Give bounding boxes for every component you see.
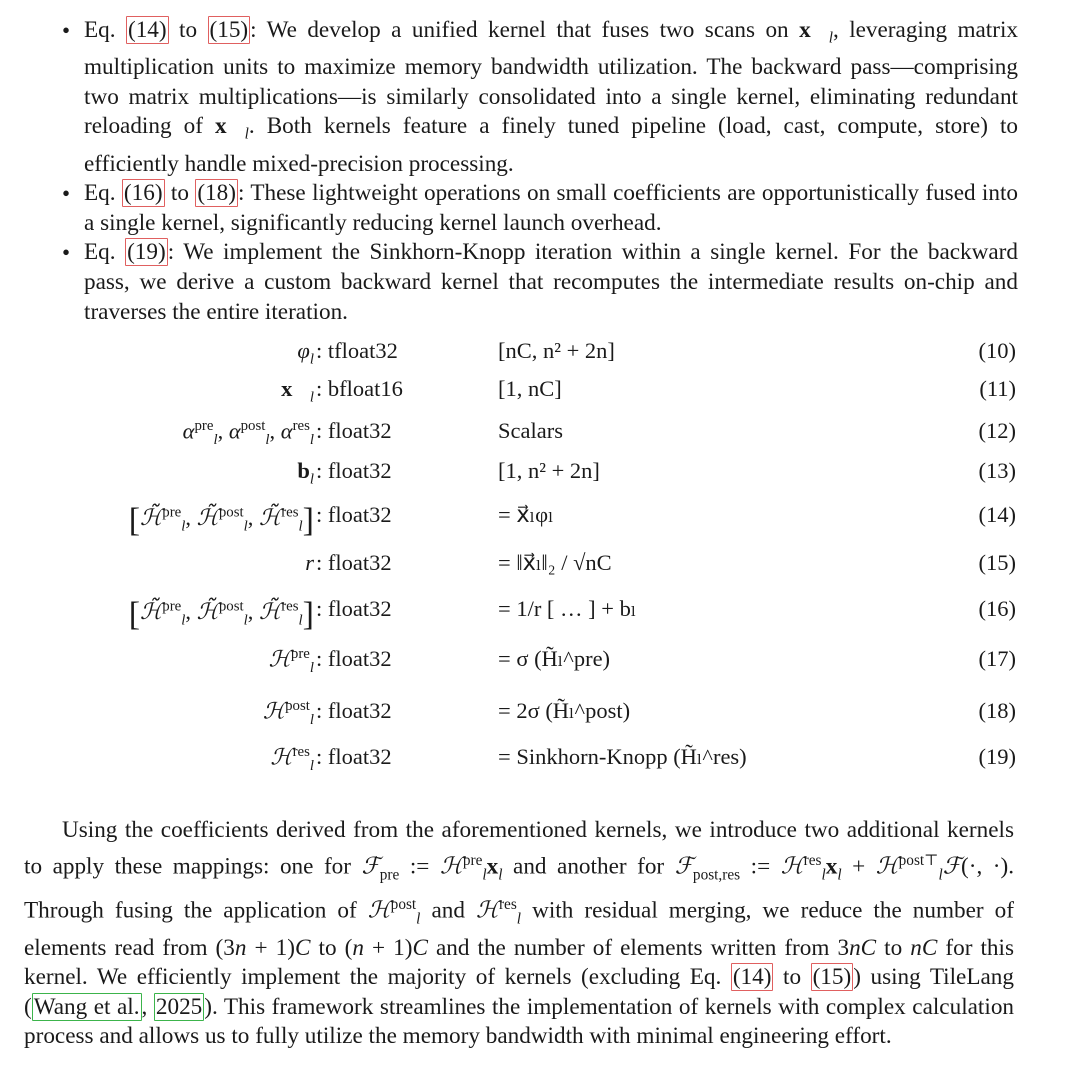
f-symbol: ℱ (674, 853, 693, 880)
alpha-symbol: α (228, 418, 241, 444)
eq-type: : float32 (316, 502, 392, 527)
defeq-symbol: := (409, 853, 430, 880)
vec-x: x⃗ (799, 17, 829, 43)
math-var: C (294, 934, 311, 961)
subscript: l (181, 518, 186, 535)
eq-type: : float32 (316, 458, 392, 483)
vec-x: x⃗ (281, 376, 310, 401)
eq-rhs: [1, nC] (498, 376, 562, 401)
h-symbol: ℋ (367, 897, 391, 924)
b-symbol: b (297, 458, 310, 483)
subscript: l (298, 518, 303, 535)
eq-ref-link[interactable]: (18) (197, 180, 236, 207)
para-text: Using the coefficients derived from the aforementioned kernels, we introduce two additional kernels to apply these mappings: one for (24, 817, 1014, 880)
bracket: [ (128, 502, 141, 539)
eq-type: : float32 (316, 550, 392, 575)
equation-row (0, 376, 1080, 416)
bracket: ] (302, 502, 314, 539)
subscript: l (243, 518, 248, 535)
superscript: res (498, 895, 517, 913)
equation-row (0, 744, 1080, 784)
eq-ref-link[interactable]: (14) (127, 17, 167, 43)
phi-symbol: φ (297, 338, 310, 363)
para-text: for this kernel. We efficiently implement the majority of kernels (excluding Eq. (24, 934, 1014, 991)
superscript: res (281, 598, 299, 615)
eq-lhs (305, 550, 314, 576)
h-symbol: ℋ̃ (196, 599, 219, 624)
superscript: post (285, 698, 310, 714)
subscript: l (213, 432, 218, 448)
h-symbol: ℋ (476, 897, 499, 924)
superscript: res (281, 504, 299, 521)
eq-rhs: Scalars (498, 418, 563, 443)
superscript: post (218, 598, 244, 615)
eq-number: (14) (978, 502, 1016, 527)
para-text: (·, ·). Through fusing the application of (24, 853, 1015, 924)
eq-number: (17) (978, 646, 1016, 671)
equation-row (0, 458, 1080, 498)
subscript: l (416, 909, 421, 927)
eq-rhs: = 2σ (H̃ₗ^post) (498, 698, 631, 723)
eq-label: Eq. (84, 17, 116, 43)
superscript: post (218, 504, 244, 521)
math-var: nC (910, 934, 938, 961)
bullet-text: : We implement the Sinkhorn-Knopp iteration within a single kernel. For the backward pass, we derive a custom backward kernel that recomputes the intermediate results on-chip and traverses the entire iteration. (84, 239, 1018, 325)
para-text: ) using TileLang ( (24, 964, 1014, 1020)
eq-rhs: = 1/r [ … ] + bₗ (498, 596, 637, 621)
para-text: , (141, 993, 154, 1020)
subscript: l (482, 865, 487, 883)
superscript: pre (462, 851, 483, 869)
h-symbol: ℋ (439, 853, 463, 880)
eq-ref-link[interactable]: (16) (123, 180, 163, 207)
math-var: n (352, 934, 364, 961)
bullet-text: . Both kernels feature a finely tuned pipeline (load, cast, compute, store) to efficiently handle mixed-precision processing. (84, 113, 1018, 177)
eq-number: (18) (978, 698, 1016, 723)
h-symbol: ℋ̃ (140, 599, 163, 624)
subscript: l (516, 909, 522, 927)
f-symbol: ℱ (942, 853, 962, 880)
para-text: + 1) (363, 934, 413, 961)
eq-ref-link[interactable]: (14) (732, 964, 772, 991)
eq-type: : float32 (316, 744, 392, 769)
subscript: l (828, 29, 833, 47)
eq-type: : float32 (316, 418, 392, 443)
eq-rhs: [1, n² + 2n] (498, 458, 600, 483)
eq-lhs: [ℋ̃$^{pre}_l$, ℋ̃$^{post}_l$, ℋ̃$^{res}_l$] (128, 596, 314, 633)
para-text: with residual merging, we reduce the number of elements read from (3 (24, 897, 1015, 961)
para-text: and the number of elements written from 3 (427, 934, 850, 961)
para-text: to (773, 964, 811, 991)
para-text: ). This framework streamlines the implementation of kernels with complex calculation process and allows us to fully utilize the memory bandwidth with minimal engineering effort. (24, 993, 1015, 1050)
eq-number: (19) (978, 744, 1016, 769)
para-text: + 1) (246, 934, 295, 961)
equation-row (0, 646, 1080, 686)
eq-lhs (270, 744, 314, 775)
bullet-dot: • (62, 18, 71, 43)
eq-lhs (281, 376, 314, 407)
citation-link[interactable]: Wang et al. (33, 993, 140, 1020)
subscript: l (309, 389, 314, 406)
eq-lhs (263, 698, 314, 729)
bullet-text: , leveraging matrix multiplication units to maximize memory bandwidth utilization. The backward pass—comprising two matrix multiplications—is similarly consolidated into a single kernel, eliminating redundant reloading of (84, 17, 1018, 140)
subscript: l (309, 758, 314, 774)
eq-rhs: = σ (H̃ₗ^pre) (498, 646, 611, 671)
body-paragraph: Using the coefficients derived from the aforementioned kernels, we introduce two additional kernels to apply these mappings: one for ℱ$_{pre}$ := $ℋ^{pre}_lx_l$ and another for ℱ$_{post,res}$ := $ℋ^{res}_lx_l$ + ℋ$^{post⊤}_l$ℱ(·, ·). Through fusing the application of ℋ$^{post}_l$ and ℋ$^{res}_l$ with residual merging, we reduce the number of elements read from (3n + 1)C to (n + 1)C and the number of elements written from 3nC to nC for this kernel. We efficiently implement the majority of kernels (excluding Eq. (14) to (15)) using TileLang (Wang et al., 2025). This framework streamlines the implementation of kernels with complex calculation process and allows us to fully utilize the memory bandwidth with minimal engineering effort. (24, 817, 1015, 1050)
eq-number: (10) (978, 338, 1016, 363)
bullet-text: : We develop a unified kernel that fuses two scans on (250, 17, 800, 43)
eq-type: : float32 (316, 698, 392, 723)
eq-label: Eq. (84, 239, 116, 266)
eq-lhs (297, 458, 314, 489)
equation-row (0, 418, 1080, 458)
superscript: pre (194, 418, 214, 434)
eq-number: (12) (978, 418, 1016, 443)
subscript: l (498, 865, 503, 883)
equation-row (0, 698, 1080, 738)
joiner-text: to (179, 17, 198, 43)
eq-rhs: = ‖x⃗ₗ‖₂ / √nC (498, 550, 612, 575)
para-text: to ( (310, 934, 353, 961)
eq-lhs: [ℋ̃$^{pre}_l$, ℋ̃$^{post}_l$, ℋ̃$^{res}_l$] (128, 502, 314, 539)
bracket: ] (302, 596, 314, 633)
equation-row (0, 502, 1080, 542)
para-text: to (876, 934, 911, 961)
superscript: pre (162, 598, 182, 615)
eq-rhs: = Sinkhorn-Knopp (H̃ₗ^res) (498, 744, 747, 769)
math-var: C (412, 934, 428, 961)
vec-x: x⃗ (214, 113, 245, 140)
equation-row (0, 338, 1080, 378)
h-symbol: ℋ̃ (140, 505, 163, 530)
kernel-bullet-list (62, 16, 1018, 327)
superscript: res (803, 851, 822, 869)
subscript: l (309, 471, 314, 488)
eq-type: : bfloat16 (316, 376, 403, 401)
superscript: post (898, 851, 925, 869)
f-symbol: ℱ (361, 853, 380, 880)
subscript: post,res (692, 865, 741, 883)
subscript: l (309, 660, 314, 676)
bullet-item (62, 179, 1018, 238)
eq-type: : float32 (316, 596, 392, 621)
subscript: l (265, 432, 270, 448)
eq-number: (13) (978, 458, 1016, 483)
superscript: pre (290, 646, 310, 662)
h-symbol: ℋ (875, 853, 899, 880)
bullet-dot: • (62, 181, 71, 207)
para-text: and (420, 897, 477, 924)
h-symbol: ℋ (270, 744, 293, 770)
joiner-text: to (170, 180, 189, 207)
citation-link[interactable]: 2025 (155, 993, 203, 1020)
subscript: l (938, 865, 943, 883)
subscript: l (309, 432, 314, 448)
math-var: nC (849, 934, 877, 961)
superscript: post (390, 895, 417, 913)
subscript: l (181, 612, 186, 629)
eq-lhs (297, 338, 314, 369)
h-symbol: ℋ̃ (196, 505, 219, 530)
r-symbol: r (305, 550, 314, 575)
eq-rhs: = x⃗ₗφₗ (498, 502, 554, 527)
eq-rhs: [nC, n² + 2n] (498, 338, 615, 363)
defeq-symbol: := (750, 853, 771, 880)
subscript: pre (379, 865, 400, 883)
bullet-text: : These lightweight operations on small coefficients are opportunistically fused into a single kernel, significantly reducing kernel launch overhead. (84, 180, 1019, 236)
superscript: ⊤ (924, 851, 939, 869)
superscript: pre (162, 504, 182, 521)
subscript: l (298, 612, 303, 629)
eq-number: (15) (978, 550, 1016, 575)
superscript: res (292, 418, 310, 434)
bullet-dot: • (62, 240, 71, 266)
alpha-symbol: α (280, 418, 293, 444)
bullet-item (62, 238, 1018, 327)
eq-number: (16) (978, 596, 1016, 621)
equation-row (0, 550, 1080, 590)
eq-number: (11) (979, 376, 1016, 401)
equation-row (0, 596, 1080, 636)
eq-ref-link[interactable]: (15) (812, 964, 852, 991)
subscript: l (821, 865, 826, 883)
eq-type: : tfloat32 (316, 338, 398, 363)
h-symbol: ℋ (262, 698, 286, 724)
h-symbol: ℋ (780, 853, 804, 880)
eq-ref-link[interactable]: (19) (127, 239, 166, 266)
eq-ref-link[interactable]: (15) (209, 17, 249, 43)
superscript: res (292, 744, 310, 760)
subscript: l (309, 351, 314, 368)
subscript: l (837, 865, 842, 883)
h-symbol: ℋ̃ (258, 505, 282, 530)
h-symbol: ℋ̃ (258, 599, 282, 624)
subscript: l (309, 712, 314, 728)
bracket: [ (128, 596, 141, 633)
alpha-symbol: α (182, 418, 195, 444)
para-text: and another for (502, 853, 675, 880)
bullet-item (62, 16, 1018, 179)
h-symbol: ℋ (268, 646, 291, 672)
superscript: post (240, 418, 266, 434)
eq-label: Eq. (84, 180, 116, 207)
subscript: l (243, 612, 248, 629)
subscript: l (244, 126, 249, 144)
eq-lhs (269, 646, 314, 677)
eq-lhs: $\alpha^{pre}_l$, $\alpha^{post}_l$, $\alpha^{res}_l$ (182, 418, 314, 448)
eq-type: : float32 (316, 646, 392, 671)
math-var: n (234, 934, 247, 961)
